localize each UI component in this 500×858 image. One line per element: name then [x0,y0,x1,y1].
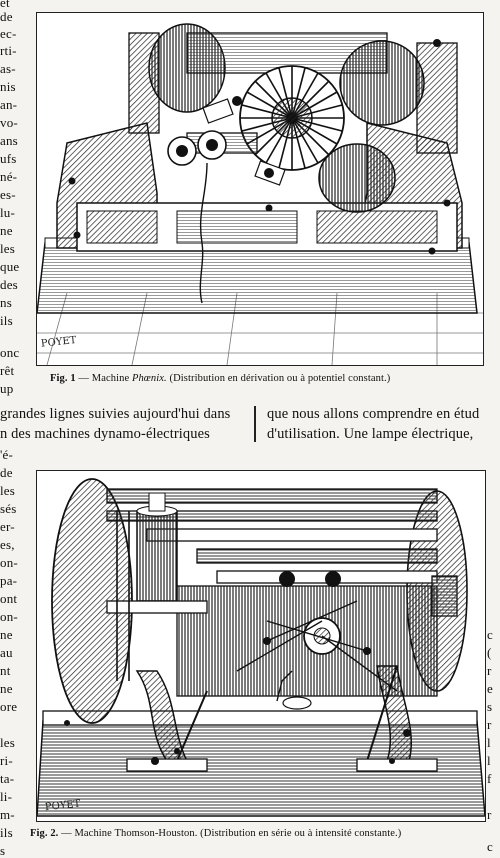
margin-fragment: ne [0,681,13,696]
body-text-col2-line2: d'utilisation. Une lampe électrique, [267,426,474,442]
margin-fragment: onc [0,345,20,360]
margin-fragment: ils [0,313,13,328]
body-text-col2-line1: que nous allons comprendre en étud [267,406,480,422]
margin-fragment: et [0,0,10,10]
margin-fragment: lu- [0,205,16,220]
engraver-signature: POYET [44,798,81,814]
margin-fragment: ne [0,627,13,642]
caption-machine-prefix: Machine [91,373,130,384]
margin-fragment: ns [0,295,12,310]
margin-fragment: rêt [0,363,15,378]
margin-fragment: f [487,771,492,786]
margin-fragment: ufs [0,151,17,166]
margin-fragment: sés [0,501,17,516]
margin-fragment: c [487,839,493,854]
margin-fragment: de [0,465,13,480]
figure-1-caption [50,373,390,384]
column-rule [254,406,256,442]
margin-fragment: pa- [0,573,18,588]
figure-2-caption [30,828,401,839]
caption-dash: — [78,373,90,384]
margin-fragment: ont [0,591,18,606]
margin-fragment: au [0,645,13,660]
margin-fragment: ne [0,223,13,238]
margin-fragment: c [487,627,493,642]
margin-fragment: as- [0,61,16,76]
margin-fragment: né- [0,169,18,184]
margin-fragment: ore [0,699,18,714]
margin-fragment: ans [0,133,18,148]
caption-machine-name: Phœnix. [131,373,167,384]
margin-fragment: l [487,735,491,750]
body-text-col1-line2: n des machines dynamo-électriques [0,426,210,442]
margin-fragment: ils [0,825,13,840]
margin-fragment: ta- [0,771,15,786]
margin-fragment: e [487,681,493,696]
margin-fragment: des [0,277,18,292]
thomson-houston-dynamo-illustration [37,471,485,821]
caption-detail: (Distribution en série ou à intensité constante.) [200,828,402,839]
engraver-signature: POYET [40,334,77,350]
figure-1-engraving [36,12,484,366]
margin-fragment: r [487,663,492,678]
margin-fragment: m- [0,807,15,822]
margin-fragment: on- [0,609,18,624]
margin-fragment: es, [0,537,15,552]
figure-2-engraving [36,470,486,822]
margin-fragment: vo- [0,115,18,130]
margin-fragment: que [0,259,20,274]
margin-fragment: an- [0,97,18,112]
margin-fragment: nt [0,663,11,678]
margin-fragment: de [0,9,13,24]
figure-number: Fig. 1 [50,373,76,384]
margin-fragment: er- [0,519,15,534]
phoenix-dynamo-illustration [37,13,483,365]
margin-fragment: rti- [0,43,17,58]
margin-fragment: les [0,241,16,256]
margin-fragment: es- [0,187,16,202]
margin-fragment: les [0,735,16,750]
margin-fragment: l [487,753,491,768]
margin-fragment: 'é- [0,447,14,462]
margin-fragment: li- [0,789,13,804]
margin-fragment: r [487,807,492,822]
margin-fragment: ( [487,645,492,660]
margin-fragment: les [0,483,16,498]
caption-detail: (Distribution en dérivation ou à potentiel constant.) [169,373,391,384]
margin-fragment: up [0,381,14,396]
margin-fragment: ec- [0,26,17,41]
figure-number: Fig. 2. [30,828,59,839]
body-text-col1-line1: grandes lignes suivies aujourd'hui dans [0,406,231,422]
caption-dash: — [61,828,72,839]
margin-fragment: s [487,699,493,714]
margin-fragment: s [0,843,6,858]
margin-fragment: on- [0,555,18,570]
margin-fragment: ri- [0,753,13,768]
caption-machine-name: Machine Thomson-Houston. [74,828,198,839]
margin-fragment: nis [0,79,16,94]
margin-fragment: r [487,717,492,732]
